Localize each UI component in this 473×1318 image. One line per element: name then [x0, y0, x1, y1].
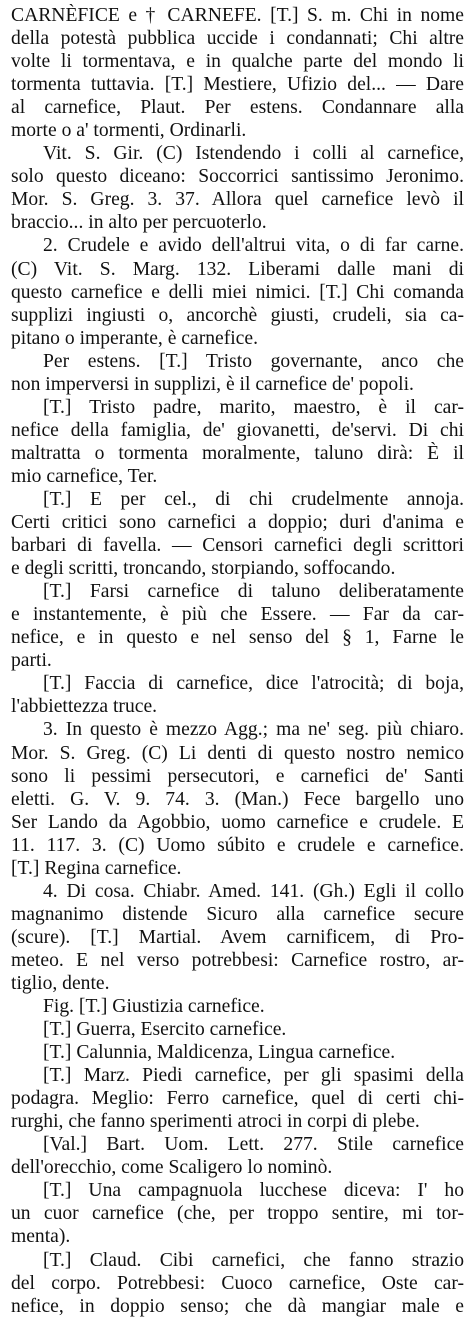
text-line: barbari di favella. — Censori carnefici degli scrittori [11, 535, 464, 557]
text-line: volte li tormentava, e in qualche parte del mondo li [11, 51, 464, 73]
text-line: [T.] Farsi carnefice di taluno deliberatamente [43, 581, 464, 603]
text-line: [T.] Tristo padre, marito, maestro, è il car- [43, 396, 464, 418]
text-line: eletti. G. V. 9. 74. 3. (Man.) Fece bargello uno [11, 788, 464, 810]
text-line: [T.] Calunnia, Maldicenza, Lingua carnefice. [43, 1042, 396, 1064]
text-line: Mor. S. Greg. (C) Li denti di questo nostro nemico [11, 742, 464, 764]
text-line: CARNÈFICE e † CARNEFE. [T.] S. m. Chi in nome [11, 5, 464, 26]
text-line: della potestà pubblica uccide i condannati; Chi altre [11, 28, 464, 50]
text-line: parti. [11, 650, 52, 672]
text-line: maltratta o tormenta moralmente, taluno dirà: È il [11, 442, 464, 464]
text-line: al carnefice, Plaut. Per estens. Condannare alla [11, 97, 464, 119]
text-line: l'abbiettezza truce. [11, 696, 158, 718]
text-line: questo carnefice e delli miei nimici. [T.] Chi comanda [11, 281, 464, 303]
text-line: [T.] Una campagnuola lucchese diceva: I' ho [43, 1180, 464, 1202]
text-line: tiglio, dente. [11, 972, 110, 994]
text-line: 4. Di cosa. Chiabr. Amed. 141. (Gh.) Egli il collo [43, 880, 464, 902]
text-line: pitano o imperante, è carnefice. [11, 327, 258, 349]
text-line: e degli scritti, troncando, storpiando, soffocando. [11, 558, 396, 580]
text-line: nefice, in doppio senso; che dà mangiar male e [11, 1295, 464, 1317]
text-line: [T.] Claud. Cibi carnefici, che fanno strazio [43, 1249, 464, 1271]
text-line: nefice, e in questo e nel senso del § 1, Farne le [11, 627, 464, 649]
text-line: braccio... in alto per percuoterlo. [11, 212, 267, 234]
text-line: (scure). [T.] Martial. Avem carnificem, di Pro- [11, 926, 464, 948]
text-line: Certi critici sono carnefici a doppio; duri d'anima e [11, 512, 464, 534]
text-line: Fig. [T.] Giustizia carnefice. [43, 996, 265, 1018]
text-line: 11. 117. 3. (C) Uomo súbito e crudele e carnefice. [11, 834, 464, 856]
text-line: 2. Crudele e avido dell'altrui vita, o di far carne. [43, 235, 464, 257]
text-line: Ser Lando da Agobbio, uomo carnefice e crudele. E [11, 811, 464, 833]
text-line: [T.] Guerra, Esercito carnefice. [43, 1019, 287, 1041]
text-line: Vit. S. Gir. (C) Istendendo i colli al carnefice, [43, 143, 464, 165]
text-line: sono li pessimi persecutori, e carnefici de' Santi [11, 765, 464, 787]
text-line: del corpo. Potrebbesi: Cuoco carnefice, Oste car- [11, 1272, 464, 1294]
text-line: 3. In questo è mezzo Agg.; ma ne' seg. più chiaro. [43, 719, 464, 741]
text-line: [Val.] Bart. Uom. Lett. 277. Stile carnefice [43, 1134, 464, 1156]
text-line: nefice della famiglia, de' giovanetti, de'servi. Di chi [11, 419, 464, 441]
text-line: (C) Vit. S. Marg. 132. Liberami dalle mani di [11, 258, 464, 280]
text-line: [T.] Marz. Piedi carnefice, per gli spasimi della [43, 1065, 464, 1087]
text-line: magnanimo distende Sicuro alla carnefice secure [11, 903, 464, 925]
text-line: Per estens. [T.] Tristo governante, anco che [43, 350, 464, 372]
text-line: meteo. E nel verso potrebbesi: Carnefice rostro, ar- [11, 949, 464, 971]
text-line: e instantemente, è più che Essere. — Far da car- [11, 604, 464, 626]
text-line: morte o a' tormenti, Ordinarli. [11, 120, 247, 142]
text-line: tormenta tuttavia. [T.] Mestiere, Ufizio del... — Dare [11, 74, 464, 96]
text-line: [T.] Regina carnefice. [11, 857, 182, 879]
text-line: menta). [11, 1226, 71, 1248]
text-line: solo questo diceano: Soccorrici santissimo Jeronimo. [11, 166, 464, 188]
text-line: [T.] E per cel., di chi crudelmente annoja. [43, 488, 464, 510]
text-line: un cuor carnefice (che, per troppo sentire, mi tor- [11, 1203, 464, 1225]
text-line: [T.] Faccia di carnefice, dice l'atrocità; di boja, [43, 673, 464, 695]
text-line: dell'orecchio, come Scaligero lo nominò. [11, 1157, 333, 1179]
text-line: mio carnefice, Ter. [11, 465, 158, 487]
text-line: rurghi, che fanno sperimenti atroci in corpi di plebe. [11, 1111, 420, 1133]
text-line: non imperversi in supplizi, è il carnefice de' popoli. [11, 373, 414, 395]
text-line: supplizi ingiusti o, ancorchè giusti, crudeli, sia ca- [11, 304, 464, 326]
text-line: podagra. Meglio: Ferro carnefice, quel di certi chi- [11, 1088, 464, 1110]
text-line: Mor. S. Greg. 3. 37. Allora quel carnefice levò il [11, 189, 464, 211]
